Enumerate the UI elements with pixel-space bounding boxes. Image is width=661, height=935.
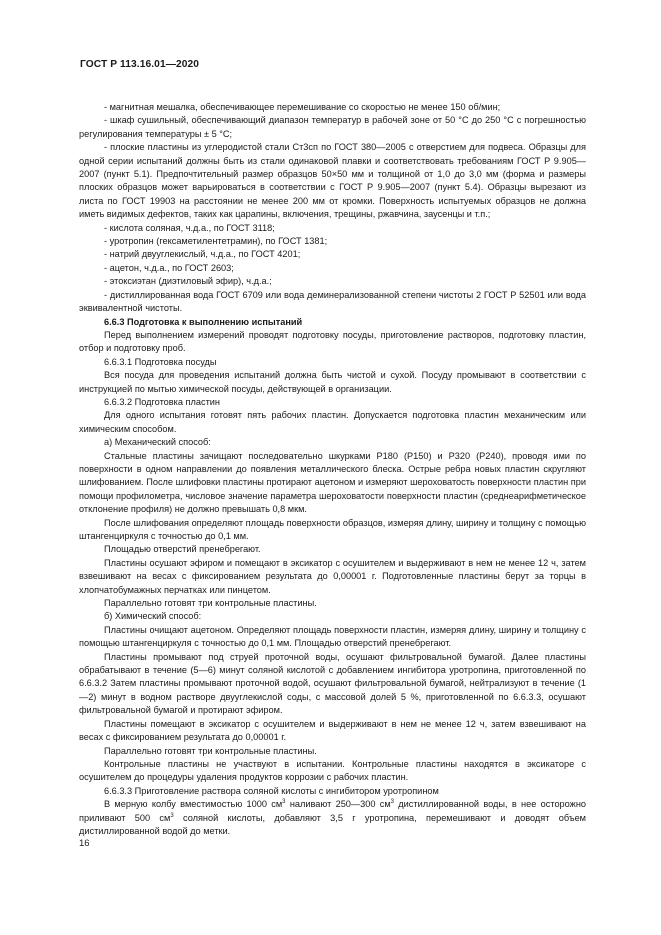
paragraph: Вся посуда для проведения испытаний должна быть чистой и сухой. Посуду промывают в соответствии с инструкцией по мытью химической посуды, действующей в организации. — [79, 370, 586, 394]
paragraph: б) Химический способ: — [104, 611, 202, 622]
list-item: - кислота соляная, ч.д.а., по ГОСТ 3118; — [104, 222, 275, 233]
paragraph: Пластины помещают в эксикатор с осушителем и выдерживают в нем не менее 12 ч, затем взвешивают на весах с фиксированием результата до 0,00001 г. — [79, 718, 586, 743]
paragraph: Стальные пластины зачищают последовательно шкурками Р180 (Р150) и Р320 (Р240), проводя ими по поверхности в одном направлении до появления металлического блеска. Острые ребра новых пластин скругляют шлифованием. После шлифовки пластины протирают ацетоном и измеряют шероховатость поверхности пластин при помощи профилометра, числовое значение параметра шероховатости поверхности пластин (среднеарифметическое отклонение профиля) не должно превышать 0,8 мкм. — [79, 450, 586, 515]
superscript: 3 — [390, 799, 394, 806]
superscript: 3 — [282, 799, 286, 806]
list-item: - плоские пластины из углеродистой стали Ст3сп по ГОСТ 380—2005 с отверстием для подвеса. Образцы для одной серии испытаний должны быть из стали одинаковой плавки и соответствовать требованиям ГОСТ Р 9.905—2007 (пункт 5.1). Предпочтительный размер образцов 50×50 мм и толщиной от 1,0 до 3,0 мм (форма и размеры плоских образцов может варьироваться в соответствии с ГОСТ Р 9.905—2007 (пункт 5.4). Образцы вырезают из листа по ГОСТ 19903 на расстоянии не менее 200 мм от кромки. Поверхность испытуемых образцов не должна иметь видимых дефектов, таких как царапины, включения, трещины, ржавчина, заусенцы и т.п.; — [79, 142, 586, 220]
paragraph — [79, 798, 586, 838]
paragraph: Для одного испытания готовят пять рабочих пластин. Допускается подготовка пластин механическим или химическим способом. — [79, 410, 586, 434]
superscript: 3 — [170, 812, 174, 819]
list-item: - магнитная мешалка, обеспечивающее перемешивание со скоростью не менее 150 об/мин; — [104, 102, 501, 112]
paragraph: Параллельно готовят три контрольные пластины. — [104, 745, 317, 756]
text-run: В мерную колбу вместимостью 1000 см — [104, 799, 283, 810]
paragraph: Пластины осушают эфиром и помещают в эксикатор с осушителем и выдерживают в нем не менее 12 ч, затем взвешивают на весах с фиксированием результата до 0,00001 г. Подготовленные пластины берут за торцы в хлопчатобумажных перчатках или пинцетом. — [79, 557, 586, 595]
text-run: соляной кислоты, добавляют 3,5 г уротропина, перемешивают и доводят объем дистиллированной водой до метки. — [79, 812, 586, 836]
paragraph: а) Механический способ: — [104, 437, 211, 448]
subsection-heading: 6.6.3.2 Подготовка пластин — [104, 396, 221, 407]
paragraph: Параллельно готовят три контрольные пластины. — [104, 598, 317, 609]
subsection-heading: 6.6.3.3 Приготовление раствора соляной кислоты с ингибитором уротропином — [104, 785, 439, 796]
paragraph: После шлифования определяют площадь поверхности образцов, измеряя длину, ширину и толщину с помощью штангенциркуля с точностью до 0,1 мм. — [79, 517, 586, 541]
paragraph: Пластины промывают под струей проточной воды, осушают фильтровальной бумагой. Далее пластины обрабатывают в течение (5—6) минут соляной кислотой с добавлением ингибитора уротропина, приготовленной по 6.6.3.2 Затем пластины промывают проточной водой, осушают фильтровальной бумагой, нейтрализуют в течение (1—2) минут в водном растворе двууглекислой соды, с массовой долей 5 %, приготовленной по 6.6.3.3, осушают фильтровальной бумагой и протирают эфиром. — [79, 651, 586, 716]
list-item: - ацетон, ч.д.а., по ГОСТ 2603; — [104, 262, 234, 273]
document-header: ГОСТ Р 113.16.01—2020 — [80, 59, 200, 70]
list-item: - шкаф сушильный, обеспечивающий диапазон температур в рабочей зоне от 50 °С до 250 °С с погрешностью регулирования температуры ± 5 °С; — [79, 115, 586, 139]
paragraph: Пластины очищают ацетоном. Определяют площадь поверхности пластин, измеряя длину, ширину и толщину с помощью штангенциркуля с точностью до 0,1 мм. Площадью отверстий пренебрегают. — [79, 624, 586, 649]
text-run: наливают 250—300 см — [285, 799, 391, 810]
page-number: 16 — [79, 838, 90, 849]
list-item: - натрий двууглекислый, ч.д.а., по ГОСТ 4201; — [104, 249, 301, 260]
list-item: - уротропин (гексаметилентетрамин), по ГОСТ 1381; — [104, 236, 328, 247]
document-body — [79, 101, 586, 838]
section-heading: 6.6.3 Подготовка к выполнению испытаний — [104, 316, 303, 327]
subsection-heading: 6.6.3.1 Подготовка посуды — [104, 356, 217, 367]
list-item: - дистиллированная вода ГОСТ 6709 или вода деминерализованной степени чистоты 2 ГОСТ Р 52501 или вода эквивалентной чистоты. — [79, 289, 586, 314]
paragraph: Контрольные пластины не участвуют в испытании. Контрольные пластины находятся в эксикаторе с осушителем до процедуры удаления продуктов коррозии с рабочих пластин. — [79, 758, 586, 783]
paragraph: Перед выполнением измерений проводят подготовку посуды, приготовление растворов, подготовку пластин, отбор и подготовку проб. — [79, 329, 586, 354]
text-run: дистиллированной воды, в нее осторожно приливают 500 см — [79, 799, 587, 823]
paragraph: Площадью отверстий пренебрегают. — [104, 544, 261, 555]
list-item: - этоксиэтан (диэтиловый эфир), ч.д.а.; — [104, 276, 272, 287]
